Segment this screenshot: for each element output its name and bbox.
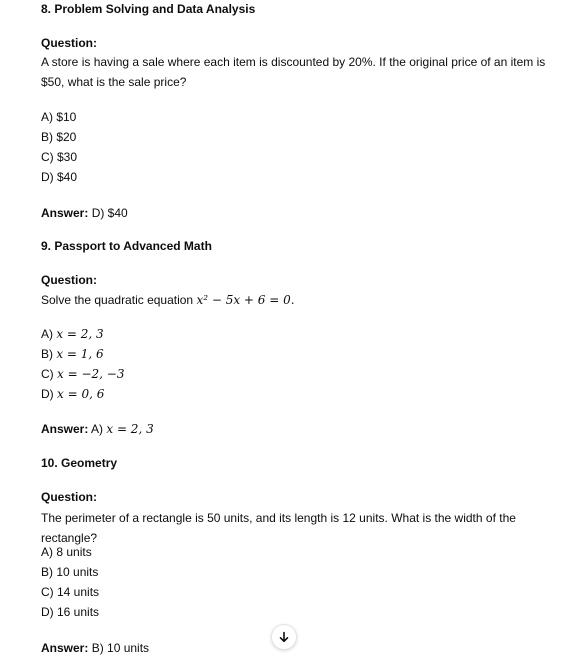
section-9-options	[41, 324, 124, 404]
section-8-answer-value: D) $40	[91, 206, 128, 220]
option-letter: B)	[41, 347, 53, 361]
section-8-answer	[41, 203, 128, 223]
section-10-answer-value: B) 10 units	[91, 641, 150, 655]
section-9-option-c	[41, 364, 124, 384]
section-8-option-d: D) $40	[41, 170, 78, 184]
option-math: x = 1, 6	[56, 347, 104, 361]
section-10-heading: 10. Geometry	[41, 456, 118, 470]
section-9-answer-label: Answer:	[41, 422, 89, 436]
section-9-heading: 9. Passport to Advanced Math	[41, 239, 212, 253]
section-10-option-a: A) 8 units	[41, 545, 92, 559]
section-10-question-text: The perimeter of a rectangle is 50 units, and its length is 12 units. What is the width of the rectangle?	[41, 511, 516, 545]
section-9-option-b	[41, 344, 124, 364]
option-math: x = 2, 3	[56, 327, 104, 341]
section-8-options	[41, 107, 77, 187]
section-10-option-b: B) 10 units	[41, 565, 99, 579]
option-math: x = −2, −3	[57, 367, 125, 381]
section-10-option-c: C) 14 units	[41, 585, 100, 599]
option-math: x = 0, 6	[57, 387, 105, 401]
section-9-option-d	[41, 384, 124, 404]
section-9-question-prefix: Solve the quadratic equation	[41, 293, 194, 307]
section-9-answer-letter: A)	[91, 422, 104, 436]
section-9-question-text	[41, 290, 295, 310]
section-9-option-a	[41, 324, 124, 344]
section-8-question-text: A store is having a sale where each item is discounted by 20%. If the original price of an item is $50, what is the sale price?	[41, 55, 546, 89]
section-10-options	[41, 542, 99, 622]
section-9-answer-math: x = 2, 3	[106, 422, 154, 436]
section-8-heading: 8. Problem Solving and Data Analysis	[41, 2, 256, 16]
section-10-answer-label: Answer:	[41, 641, 89, 655]
arrow-down-icon	[278, 631, 290, 643]
section-10-question-label: Question:	[41, 490, 97, 504]
option-letter: A)	[41, 327, 53, 341]
section-8-answer-label: Answer:	[41, 206, 89, 220]
section-9-answer	[41, 419, 154, 439]
section-8-option-c: C) $30	[41, 150, 78, 164]
section-10-option-d: D) 16 units	[41, 605, 100, 619]
section-9-equation: x² − 5x + 6 = 0.	[196, 293, 295, 307]
option-letter: D)	[41, 387, 54, 401]
section-8-option-a: A) $10	[41, 110, 77, 124]
section-8-option-b: B) $20	[41, 130, 77, 144]
section-9-question-label: Question:	[41, 273, 97, 287]
section-8-question-label: Question:	[41, 36, 97, 50]
section-10-answer	[41, 638, 149, 658]
option-letter: C)	[41, 367, 54, 381]
scroll-to-bottom-button[interactable]	[271, 624, 297, 650]
